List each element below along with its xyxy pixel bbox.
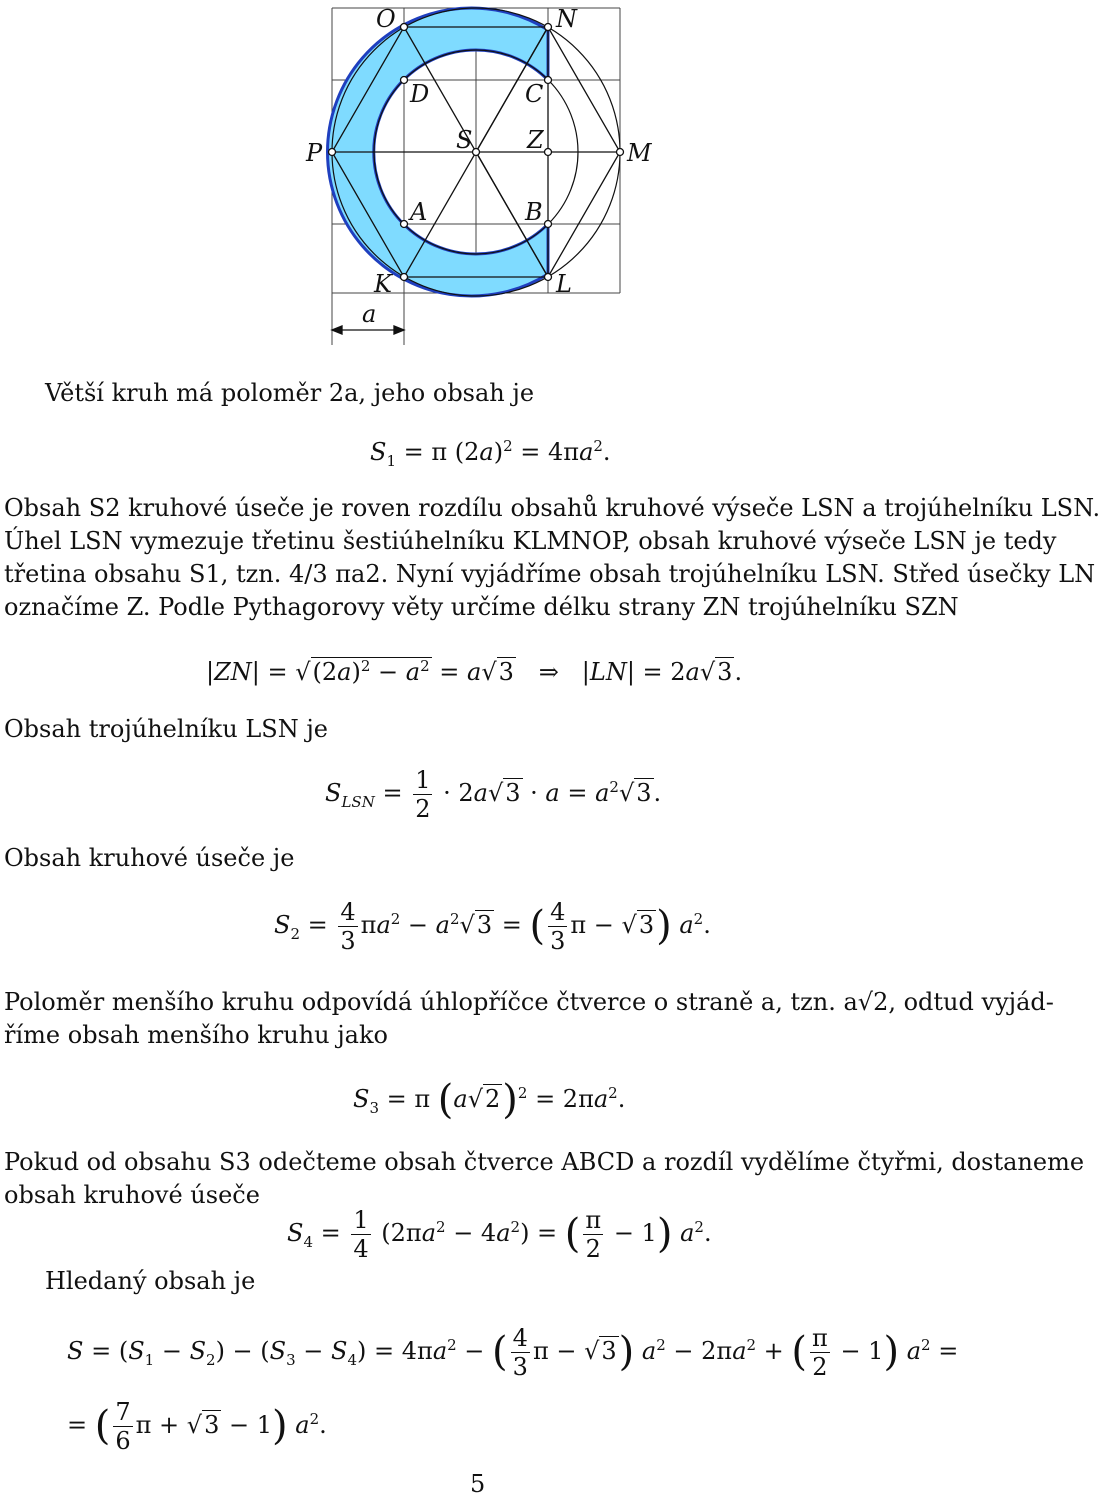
label-P: P bbox=[306, 139, 323, 167]
paragraph-2-line-2: Úhel LSN vymezuje třetinu šestiúhelníku KLMNOP, obsah kruhové výseče LSN je tedy bbox=[4, 527, 1057, 555]
label-Z: Z bbox=[527, 126, 544, 154]
label-D: D bbox=[410, 80, 430, 108]
label-a: a bbox=[362, 300, 377, 328]
paragraph-2-line-3: třetina obsahu S1, tzn. 4/3 πa2. Nyní vyjádříme obsah trojúhelníku LSN. Střed úsečky LN bbox=[4, 560, 1096, 588]
label-A: A bbox=[410, 198, 428, 226]
label-O: O bbox=[376, 5, 396, 33]
equation-s1: $S_1 = \pi$ $(2a)^2 = 4\pi a^2$. bbox=[370, 437, 611, 470]
equation-s4: $S_4$ = $\frac{1}{4}$ $(2\pi a^2 - 4a^2)$ = ( $\frac{\pi}{2}$ − 1) $a^2$. bbox=[287, 1206, 712, 1263]
equation-slsn: $S_{LSN}$ = $\frac{1}{2}$ · $2a√3 \cdot a = a^2√3$. bbox=[325, 766, 662, 823]
paragraph-6-line-2: obsah kruhové úseče bbox=[4, 1181, 260, 1209]
label-M: M bbox=[627, 139, 652, 167]
paragraph-2-line-1: Obsah S2 kruhové úseče je roven rozdílu obsahů kruhové výseče LSN a trojúhelníku LSN. bbox=[4, 494, 1100, 522]
paragraph-5-line-1: Poloměr menšího kruhu odpovídá úhlopříčce čtverce o straně a, tzn. a√2, odtud vyjád- bbox=[4, 988, 1054, 1016]
paragraph-2-line-4: označíme Z. Podle Pythagorovy věty určíme délku strany ZN trojúhelníku SZN bbox=[4, 593, 959, 621]
paragraph-5-line-2: říme obsah menšího kruhu jako bbox=[4, 1021, 388, 1049]
label-S: S bbox=[456, 126, 473, 154]
page-number: 5 bbox=[470, 1470, 486, 1498]
geometry-figure bbox=[0, 0, 960, 360]
label-N: N bbox=[556, 5, 577, 33]
label-K: K bbox=[374, 270, 392, 298]
equation-zn: $|ZN| = √(2a)^2 - a^2 = a√3$ ⇒ |LN| = 2a√3. bbox=[206, 657, 743, 686]
equation-s-line-1: $S = (S_1 - S_2) - (S_3 - S_4) = 4\pi a^2$ − ( $\frac{4}{3}$ π − √3) $a^2 - 2\pi a^2$ + ( $\frac{\pi}{2}$ − 1) $a^2$ = bbox=[67, 1324, 959, 1381]
paragraph-7: Hledaný obsah je bbox=[45, 1267, 256, 1295]
equation-s-line-2: = ( $\frac{7}{6}$ π + √3 − 1) $a^2$. bbox=[67, 1398, 327, 1455]
paragraph-6-line-1: Pokud od obsahu S3 odečteme obsah čtverce ABCD a rozdíl vydělíme čtyřmi, dostaneme bbox=[4, 1148, 1085, 1176]
label-B: B bbox=[525, 198, 543, 226]
paragraph-1: Větší kruh má poloměr 2a, jeho obsah je bbox=[45, 379, 535, 407]
paragraph-4: Obsah kruhové úseče je bbox=[4, 844, 295, 872]
paragraph-3: Obsah trojúhelníku LSN je bbox=[4, 715, 328, 743]
equation-s2: $S_2$ = $\frac{4}{3}$ $\pi a^2 - a^2√3$ = ( $\frac{4}{3}$ π − √3) $a^2$. bbox=[274, 898, 711, 955]
label-L: L bbox=[556, 270, 572, 298]
label-C: C bbox=[525, 80, 544, 108]
equation-s3: $S_3 = \pi$ $(a√2)^2 = 2\pi a^2$. bbox=[353, 1077, 626, 1123]
